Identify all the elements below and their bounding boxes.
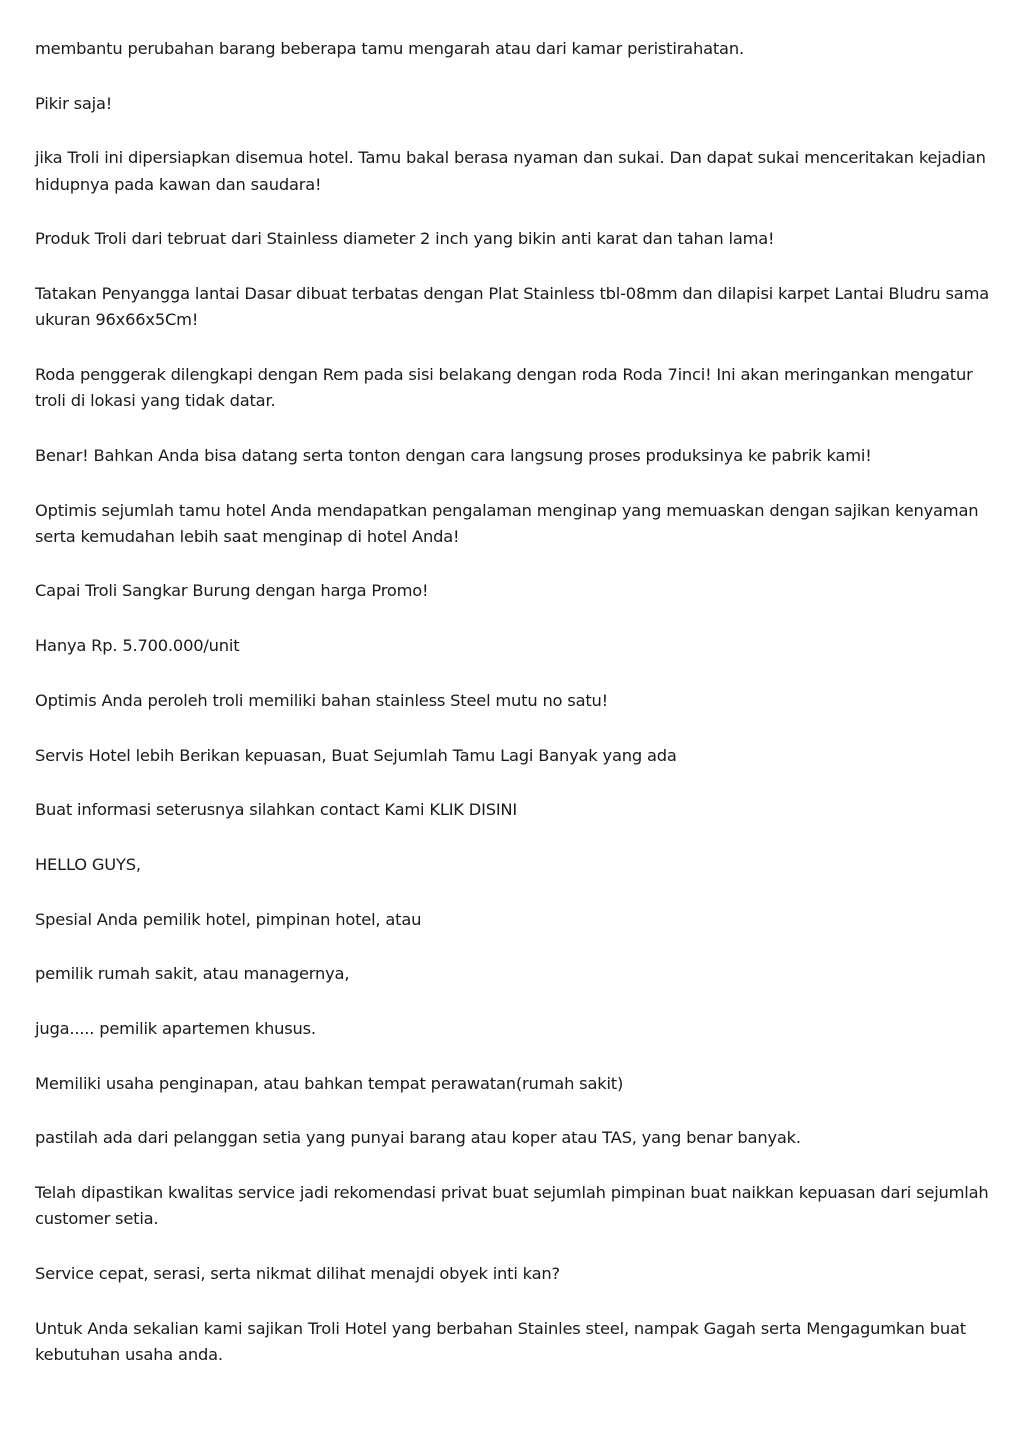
document-page [35, 36, 990, 1397]
paragraph-quality: Optimis Anda peroleh troli memiliki bahan stainless Steel mutu no satu! [35, 690, 608, 710]
paragraph-service: Servis Hotel lebih Berikan kepuasan, Buat Sejumlah Tamu Lagi Banyak yang ada [35, 745, 677, 765]
paragraph-hotel-guests: jika Troli ini dipersiapkan disemua hotel. Tamu bakal berasa nyaman dan sukai. Dan dapat sukai menceritakan kejadian hidupnya pada kawan dan saudara! [35, 148, 986, 194]
paragraph-service-quality: Telah dipastikan kwalitas service jadi rekomendasi privat buat sejumlah pimpinan buat naikkan kepuasan dari sejumlah customer setia. [35, 1183, 989, 1229]
paragraph-hello: HELLO GUYS, [35, 854, 141, 874]
paragraph-lodging-business: Memiliki usaha penginapan, atau bahkan tempat perawatan(rumah sakit) [35, 1073, 624, 1093]
paragraph-price: Hanya Rp. 5.700.000/unit [35, 636, 240, 656]
paragraph-fast-service: Service cepat, serasi, serta nikmat dilihat menajdi obyek inti kan? [35, 1264, 560, 1284]
paragraph-apartment-owners: juga..... pemilik apartemen khusus. [35, 1019, 316, 1039]
paragraph-product-material: Produk Troli dari tebruat dari Stainless diameter 2 inch yang bikin anti karat dan tahan lama! [35, 229, 775, 249]
paragraph-wheels: Roda penggerak dilengkapi dengan Rem pada sisi belakang dengan roda Roda 7inci! Ini akan meringankan mengatur troli di lokasi yang tidak datar. [35, 364, 973, 411]
paragraph-think: Pikir saja! [35, 93, 113, 113]
paragraph-hospital-owners: pemilik rumah sakit, atau managernya, [35, 964, 350, 984]
paragraph-factory-visit: Benar! Bahkan Anda bisa datang serta tonton dengan cara langsung proses produksinya ke pabrik kami! [35, 445, 872, 465]
paragraph-offer: Untuk Anda sekalian kami sajikan Troli Hotel yang berbahan Stainles steel, nampak Gagah serta Mengagumkan buat kebutuhan usaha anda. [35, 1318, 966, 1364]
paragraph-hotel-owners: Spesial Anda pemilik hotel, pimpinan hotel, atau [35, 909, 422, 929]
paragraph-promo: Capai Troli Sangkar Burung dengan harga Promo! [35, 581, 429, 601]
paragraph-intro-continuation: membantu perubahan barang beberapa tamu mengarah atau dari kamar peristirahatan. [35, 39, 744, 58]
paragraph-guest-experience: Optimis sejumlah tamu hotel Anda mendapatkan pengalaman menginap yang memuaskan dengan sajikan kenyaman serta kemudahan lebih saat menginap di hotel Anda! [35, 500, 979, 546]
paragraph-contact: Buat informasi seterusnya silahkan contact Kami KLIK DISINI [35, 800, 518, 820]
paragraph-loyal-customers: pastilah ada dari pelanggan setia yang punyai barang atau koper atau TAS, yang benar banyak. [35, 1128, 801, 1148]
paragraph-base-plate: Tatakan Penyangga lantai Dasar dibuat terbatas dengan Plat Stainless tbl-08mm dan dilapisi karpet Lantai Bludru sama ukuran 96x66x5Cm! [35, 284, 990, 330]
